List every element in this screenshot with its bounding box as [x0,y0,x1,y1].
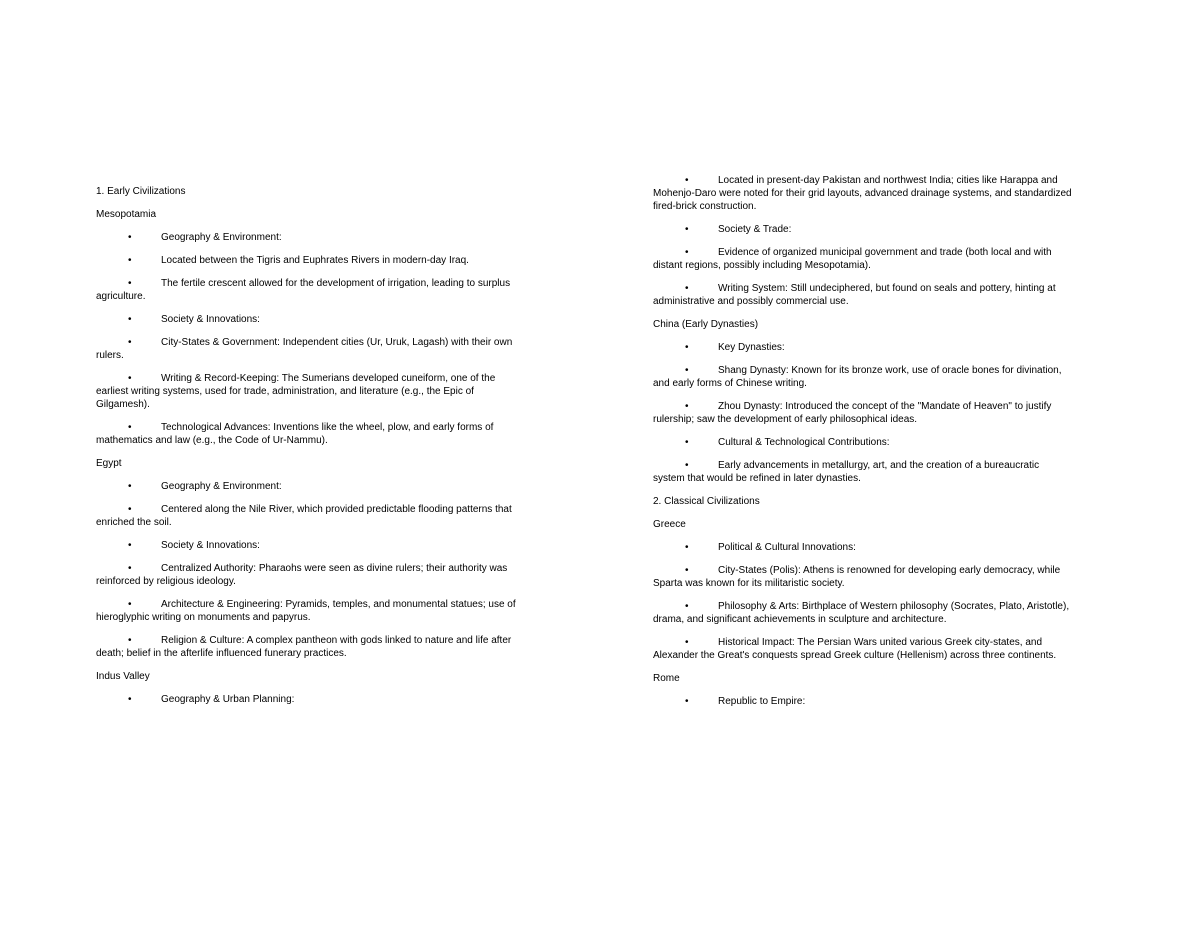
bullet-item [96,277,516,303]
section-heading: 1. Early Civilizations [96,186,186,197]
bullet-icon: • [685,365,689,376]
bullet-icon: • [128,337,132,348]
bullet-item [96,231,516,244]
bullet-text: Religion & Culture: A complex pantheon with gods linked to nature and life after death; belief in the afterlife influenced funerary practices. [96,635,512,659]
bullet-text: The fertile crescent allowed for the development of irrigation, leading to surplus agriculture. [96,278,511,302]
bullet-item [653,282,1073,308]
bullet-text: Centered along the Nile River, which provided predictable flooding patterns that enriched the soil. [96,504,512,528]
bullet-icon: • [685,175,689,186]
bullet-icon: • [685,637,689,648]
bullet-icon: • [128,481,132,492]
bullet-text: Geography & Environment: [161,232,282,243]
bullet-text: Cultural & Technological Contributions: [718,437,890,448]
bullet-item [653,459,1073,485]
bullet-text: City-States & Government: Independent cities (Ur, Uruk, Lagash) with their own rulers. [96,337,513,361]
bullet-item [96,562,516,588]
bullet-icon: • [128,422,132,433]
bullet-icon: • [128,563,132,574]
bullet-icon: • [685,437,689,448]
bullet-item [96,539,516,552]
bullet-text: Historical Impact: The Persian Wars united various Greek city-states, and Alexander the Great's conquests spread Greek culture (Hellenism) across three continents. [653,637,1057,661]
section-heading: 2. Classical Civilizations [653,496,760,507]
bullet-text: Society & Trade: [718,224,792,235]
left-text-column [96,185,516,716]
right-text-column [653,174,1073,718]
bullet-text: City-States (Polis): Athens is renowned for developing early democracy, while Sparta was known for its militaristic society. [653,565,1061,589]
bullet-text: Society & Innovations: [161,314,260,325]
bullet-text: Geography & Urban Planning: [161,694,295,705]
bullet-item [96,313,516,326]
bullet-text: Society & Innovations: [161,540,260,551]
bullet-icon: • [685,696,689,707]
bullet-item [96,421,516,447]
bullet-icon: • [685,601,689,612]
bullet-text: Political & Cultural Innovations: [718,542,856,553]
bullet-icon: • [128,540,132,551]
bullet-icon: • [685,283,689,294]
bullet-text: Architecture & Engineering: Pyramids, temples, and monumental statues; use of hieroglyphic writing on monuments and papyrus. [96,599,516,623]
bullet-item [96,503,516,529]
bullet-item [653,564,1073,590]
bullet-text: Writing System: Still undeciphered, but found on seals and pottery, hinting at administrative and possibly commercial use. [653,283,1056,307]
bullet-icon: • [685,401,689,412]
bullet-text: Located between the Tigris and Euphrates Rivers in modern-day Iraq. [161,255,469,266]
bullet-text: Republic to Empire: [718,696,806,707]
bullet-item [653,695,1073,708]
bullet-item [96,634,516,660]
bullet-text: Key Dynasties: [718,342,785,353]
bullet-item [653,223,1073,236]
bullet-icon: • [685,224,689,235]
bullet-item [653,600,1073,626]
bullet-item [96,598,516,624]
bullet-icon: • [128,255,132,266]
bullet-icon: • [685,542,689,553]
bullet-text: Early advancements in metallurgy, art, and the creation of a bureaucratic system that would be refined in later dynasties. [653,460,1040,484]
bullet-text: Writing & Record-Keeping: The Sumerians developed cuneiform, one of the earliest writing systems, used for trade, administration, and literature (e.g., the Epic of Gilgamesh). [96,373,496,410]
bullet-icon: • [128,694,132,705]
bullet-icon: • [685,460,689,471]
bullet-icon: • [685,342,689,353]
bullet-item [96,693,516,706]
bullet-icon: • [128,373,132,384]
section-heading: Greece [653,519,686,530]
bullet-text: Geography & Environment: [161,481,282,492]
bullet-icon: • [128,232,132,243]
bullet-item [653,636,1073,662]
bullet-item [653,436,1073,449]
bullet-item [96,254,516,267]
section-heading: Indus Valley [96,671,150,682]
bullet-item [653,341,1073,354]
bullet-item [653,541,1073,554]
bullet-text: Technological Advances: Inventions like the wheel, plow, and early forms of mathematics and law (e.g., the Code of Ur-Nammu). [96,422,494,446]
bullet-icon: • [685,565,689,576]
bullet-item [96,336,516,362]
bullet-item [653,174,1073,213]
section-heading: Mesopotamia [96,209,157,220]
section-heading: Egypt [96,458,122,469]
bullet-icon: • [128,599,132,610]
bullet-text: Located in present-day Pakistan and northwest India; cities like Harappa and Mohenjo-Daro were noted for their grid layouts, advanced drainage systems, and standardized fired-brick construction. [653,175,1072,212]
bullet-icon: • [128,635,132,646]
bullet-icon: • [128,314,132,325]
bullet-text: Zhou Dynasty: Introduced the concept of the "Mandate of Heaven" to justify rulership; saw the development of early philosophical ideas. [653,401,1052,425]
bullet-text: Shang Dynasty: Known for its bronze work, use of oracle bones for divination, and early forms of Chinese writing. [653,365,1062,389]
bullet-icon: • [128,504,132,515]
bullet-item [96,372,516,411]
section-heading: China (Early Dynasties) [653,319,759,330]
bullet-item [653,400,1073,426]
bullet-icon: • [128,278,132,289]
bullet-text: Evidence of organized municipal government and trade (both local and with distant regions, possibly including Mesopotamia). [653,247,1052,271]
bullet-text: Philosophy & Arts: Birthplace of Western philosophy (Socrates, Plato, Aristotle), drama, and significant achievements in sculpture and architecture. [653,601,1070,625]
section-heading: Rome [653,673,680,684]
bullet-item [96,480,516,493]
bullet-text: Centralized Authority: Pharaohs were seen as divine rulers; their authority was reinforced by religious ideology. [96,563,508,587]
bullet-item [653,364,1073,390]
bullet-icon: • [685,247,689,258]
bullet-item [653,246,1073,272]
